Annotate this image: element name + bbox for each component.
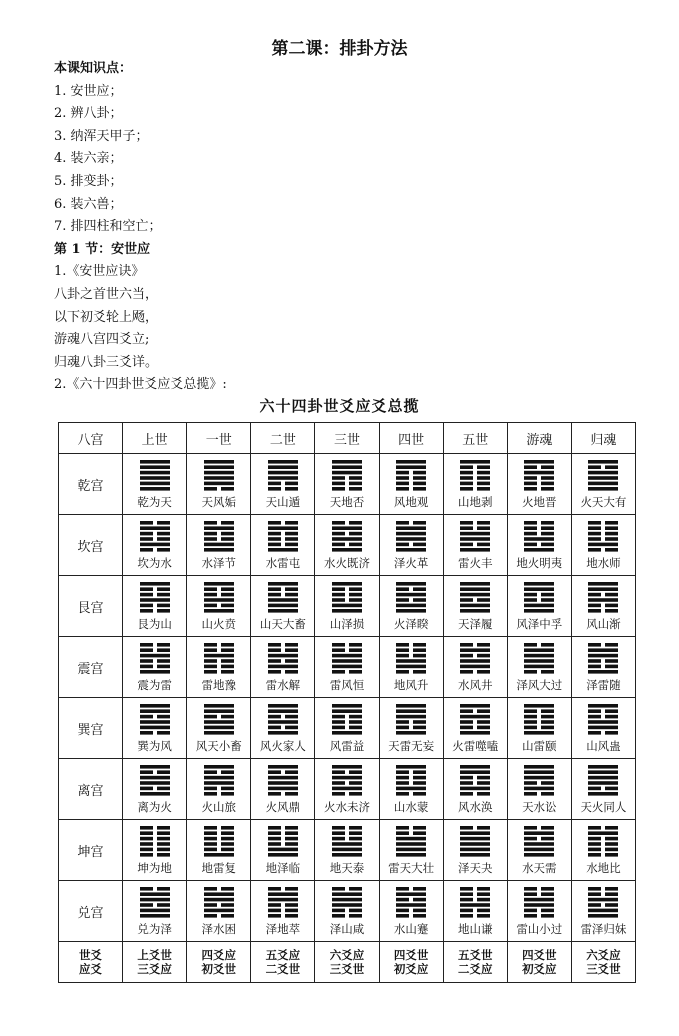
table-row	[59, 759, 636, 820]
table-row	[59, 637, 636, 698]
hexagram-cell	[507, 454, 571, 515]
hexagram-cell	[315, 637, 379, 698]
hexagram-name: 火水未济	[323, 800, 370, 814]
hexagram-icon	[522, 580, 556, 614]
hexagram-cell	[571, 576, 635, 637]
header-cell: 归魂	[571, 423, 635, 454]
jue-line: 归魂八卦三爻详。	[54, 354, 159, 370]
hexagram-icon	[586, 519, 620, 553]
hexagram-cell	[251, 515, 315, 576]
hexagram-name: 离为火	[137, 800, 172, 814]
header-cell: 五世	[443, 423, 507, 454]
hexagram-icon	[138, 519, 172, 553]
hexagram-name: 艮为山	[137, 617, 172, 631]
hexagram-cell	[443, 515, 507, 576]
section-heading: 第 1 节：安世应	[54, 241, 151, 257]
hexagram-icon	[138, 641, 172, 675]
hexagram-icon	[266, 641, 300, 675]
hexagram-name: 巽为风	[137, 739, 172, 753]
hexagram-icon	[522, 885, 556, 919]
shi-ying-line: 三爻世	[329, 962, 365, 976]
hexagram-cell	[379, 698, 443, 759]
table-row	[59, 820, 636, 881]
hexagram-icon	[394, 641, 428, 675]
hexagram-name: 风雷益	[329, 739, 365, 753]
shi-ying-cell	[251, 942, 315, 983]
shi-ying-row	[59, 942, 636, 983]
hexagram-cell	[571, 637, 635, 698]
hexagram-icon	[586, 763, 620, 797]
hexagram-name: 雷泽归妹	[580, 922, 627, 936]
hexagram-name: 山水蒙	[393, 800, 429, 814]
hexagram-cell	[379, 515, 443, 576]
hexagram-cell	[123, 576, 187, 637]
hexagram-name: 泽山咸	[329, 922, 365, 936]
hexagram-name: 天火同人	[580, 800, 627, 814]
shi-ying-label-line: 应爻	[79, 962, 103, 976]
hexagram-icon	[394, 702, 428, 736]
hexagram-name: 雷山小过	[516, 922, 563, 936]
hexagram-icon	[522, 641, 556, 675]
hexagram-cell	[443, 759, 507, 820]
hexagram-cell	[507, 576, 571, 637]
header-cell: 上世	[123, 423, 187, 454]
hexagram-cell	[187, 820, 251, 881]
palace-label: 艮宫	[59, 576, 123, 637]
shi-ying-line: 三爻世	[586, 962, 621, 976]
hexagram-name: 水雷屯	[265, 556, 301, 570]
hexagram-cell	[251, 576, 315, 637]
hexagram-cell	[251, 637, 315, 698]
hexagram-icon	[522, 519, 556, 553]
header-cell: 一世	[187, 423, 251, 454]
hexagram-icon	[330, 641, 364, 675]
knowledge-item: 1. 安世应；	[54, 83, 123, 99]
hexagram-name: 天泽履	[457, 617, 493, 631]
hexagram-name: 山火贲	[201, 617, 237, 631]
hexagram-cell	[571, 515, 635, 576]
hexagram-icon	[330, 458, 364, 492]
jue-line: 八卦之首世六当，	[54, 286, 159, 302]
hexagram-cell	[315, 759, 379, 820]
jue-line: 游魂八宫四爻立;	[54, 332, 150, 348]
jue-title: 1.《安世应诀》	[54, 264, 145, 280]
hexagram-icon	[202, 519, 236, 553]
palace-label: 坎宫	[59, 515, 123, 576]
hexagram-name: 天雷无妄	[388, 739, 435, 753]
hexagram-icon	[586, 580, 620, 614]
hexagram-icon	[266, 702, 300, 736]
hexagram-name: 风地观	[393, 495, 429, 509]
hexagram-name: 乾为天	[137, 495, 172, 509]
hexagram-name: 水天需	[522, 861, 557, 875]
shi-ying-line: 上爻世	[137, 948, 172, 962]
shi-ying-cell	[315, 942, 379, 983]
shi-ying-line: 初爻世	[201, 962, 237, 976]
hexagram-icon	[458, 458, 492, 492]
hexagram-cell	[251, 820, 315, 881]
hexagram-cell	[123, 820, 187, 881]
table-row	[59, 698, 636, 759]
hexagram-name: 地风升	[393, 678, 429, 692]
palace-label: 坤宫	[59, 820, 123, 881]
hexagram-name: 泽火革	[393, 556, 429, 570]
hexagram-name: 雷地豫	[201, 678, 237, 692]
hexagram-name: 泽风大过	[516, 678, 563, 692]
table-header-row	[59, 423, 636, 454]
header-cell: 二世	[251, 423, 315, 454]
knowledge-item: 6. 装六兽；	[54, 196, 123, 212]
page-title: 第二课：排卦方法	[271, 39, 408, 59]
hexagram-icon	[266, 824, 300, 858]
hexagram-name: 雷风恒	[329, 678, 365, 692]
hexagram-name: 山地剥	[457, 495, 493, 509]
hexagram-icon	[266, 885, 300, 919]
hexagram-cell	[123, 515, 187, 576]
knowledge-heading: 本课知识点：	[54, 61, 133, 76]
hexagram-name: 水风井	[457, 678, 493, 692]
hexagram-name: 火地晋	[522, 495, 557, 509]
hexagram-name: 风火家人	[259, 739, 306, 753]
shi-ying-cell	[123, 942, 187, 983]
hexagram-cell	[187, 515, 251, 576]
hexagram-cell	[315, 881, 379, 942]
hexagram-name: 天地否	[329, 495, 365, 509]
hexagram-cell	[571, 881, 635, 942]
hexagram-cell	[379, 820, 443, 881]
shi-ying-line: 二爻世	[265, 962, 301, 976]
hexagram-cell	[187, 881, 251, 942]
hexagram-icon	[138, 580, 172, 614]
hexagram-icon	[330, 824, 364, 858]
hexagram-name: 风天小畜	[195, 739, 242, 753]
table-row	[59, 454, 636, 515]
hexagram-cell	[571, 759, 635, 820]
hexagram-name: 泽雷随	[586, 678, 621, 692]
hexagram-icon	[202, 641, 236, 675]
hexagram-name: 火天大有	[580, 495, 627, 509]
hexagram-cell	[443, 637, 507, 698]
shi-ying-label-line: 世爻	[79, 948, 103, 962]
hexagram-name: 山雷颐	[522, 739, 557, 753]
hexagram-cell	[123, 698, 187, 759]
shi-ying-cell	[379, 942, 443, 983]
hexagram-icon	[330, 519, 364, 553]
header-cell: 游魂	[507, 423, 571, 454]
shi-ying-line: 二爻应	[457, 962, 493, 976]
hexagram-cell	[123, 759, 187, 820]
hexagram-cell	[379, 759, 443, 820]
hexagram-cell	[251, 759, 315, 820]
hexagram-name: 雷火丰	[457, 556, 493, 570]
hexagram-icon	[522, 824, 556, 858]
hexagram-cell	[315, 820, 379, 881]
hexagram-cell	[507, 820, 571, 881]
table-row	[59, 881, 636, 942]
palace-label: 巽宫	[59, 698, 123, 759]
hexagram-icon	[586, 702, 620, 736]
hexagram-icon	[138, 458, 172, 492]
hexagram-cell	[187, 637, 251, 698]
hexagram-name: 坤为地	[137, 861, 172, 875]
hexagram-name: 泽地萃	[265, 922, 301, 936]
hexagram-cell	[443, 820, 507, 881]
lesson-text	[54, 58, 227, 397]
hexagram-cell	[187, 576, 251, 637]
hexagram-icon	[522, 458, 556, 492]
hexagram-cell	[187, 759, 251, 820]
hexagram-name: 水地比	[586, 861, 621, 875]
palace-label: 震宫	[59, 637, 123, 698]
hexagram-icon	[394, 580, 428, 614]
hexagram-icon	[586, 641, 620, 675]
hexagram-cell	[507, 759, 571, 820]
hexagram-icon	[202, 824, 236, 858]
shi-ying-line: 五爻世	[457, 948, 493, 962]
hexagram-icon	[458, 519, 492, 553]
hexagram-name: 风水涣	[457, 800, 493, 814]
hexagram-name: 山天大畜	[259, 617, 306, 631]
table-reference: 2.《六十四卦世爻应爻总揽》:	[54, 377, 227, 393]
hexagram-name: 地泽临	[265, 861, 301, 875]
knowledge-item: 4. 装六亲；	[54, 151, 123, 167]
hexagram-name: 泽天夬	[457, 861, 493, 875]
hexagram-icon	[458, 763, 492, 797]
hexagram-name: 坎为水	[137, 556, 172, 570]
hexagram-name: 山泽损	[329, 617, 365, 631]
hexagram-icon	[138, 824, 172, 858]
hexagram-icon	[330, 702, 364, 736]
hexagram-icon	[202, 702, 236, 736]
hexagram-name: 震为雷	[137, 678, 172, 692]
hexagram-name: 山风蛊	[586, 739, 621, 753]
hexagram-cell	[251, 881, 315, 942]
shi-ying-line: 六爻应	[329, 948, 365, 962]
hexagram-icon	[458, 885, 492, 919]
hexagram-cell	[571, 820, 635, 881]
shi-ying-cell	[187, 942, 251, 983]
table-row	[59, 576, 636, 637]
hexagram-cell	[187, 698, 251, 759]
palace-label: 离宫	[59, 759, 123, 820]
shi-ying-line: 三爻应	[137, 962, 172, 976]
shi-ying-line: 四爻世	[393, 948, 429, 962]
hexagram-cell	[571, 454, 635, 515]
hexagram-name: 火泽睽	[393, 617, 429, 631]
hexagram-icon	[394, 824, 428, 858]
shi-ying-cell	[571, 942, 635, 983]
shi-ying-line: 初爻应	[393, 962, 429, 976]
palace-label: 乾宫	[59, 454, 123, 515]
hexagram-name: 天山遁	[265, 495, 301, 509]
hexagram-name: 风泽中孚	[516, 617, 563, 631]
hexagram-icon	[266, 763, 300, 797]
hexagram-icon	[394, 519, 428, 553]
hexagram-cell	[123, 881, 187, 942]
shi-ying-line: 六爻应	[586, 948, 621, 962]
hexagram-icon	[394, 763, 428, 797]
hexagram-icon	[266, 580, 300, 614]
hexagram-icon	[202, 580, 236, 614]
hexagram-cell	[123, 637, 187, 698]
hexagram-name: 火山旅	[201, 800, 237, 814]
header-cell: 三世	[315, 423, 379, 454]
hexagram-icon	[138, 702, 172, 736]
hexagram-cell	[507, 698, 571, 759]
hexagram-icon	[266, 458, 300, 492]
jue-line: 以下初爻轮上飏，	[54, 309, 159, 325]
hexagram-name: 火雷噬嗑	[452, 739, 499, 753]
hexagram-cell	[443, 454, 507, 515]
hexagram-cell	[507, 881, 571, 942]
hexagram-cell	[251, 698, 315, 759]
hexagram-name: 地雷复	[201, 861, 237, 875]
hexagram-icon	[330, 763, 364, 797]
table-title: 六十四卦世爻应爻总揽	[259, 397, 420, 415]
hexagram-icon	[138, 763, 172, 797]
knowledge-item: 7. 排四柱和空亡；	[54, 219, 162, 235]
knowledge-item: 3. 纳浑天甲子；	[54, 128, 149, 144]
knowledge-item: 5. 排变卦；	[54, 173, 123, 189]
shi-ying-cell	[443, 942, 507, 983]
hexagram-name: 水泽节	[201, 556, 237, 570]
hexagram-name: 火风鼎	[265, 800, 301, 814]
hexagram-cell	[379, 454, 443, 515]
hexagram-cell	[571, 698, 635, 759]
hexagram-cell	[443, 881, 507, 942]
hexagram-cell	[123, 454, 187, 515]
hexagram-cell	[251, 454, 315, 515]
hexagram-cell	[379, 576, 443, 637]
hexagram-cell	[315, 576, 379, 637]
knowledge-item: 2. 辨八卦；	[54, 106, 123, 122]
hexagram-cell	[315, 698, 379, 759]
hexagram-icon	[202, 763, 236, 797]
hexagram-icon	[138, 885, 172, 919]
hexagram-name: 地火明夷	[516, 556, 563, 570]
hexagram-cell	[315, 515, 379, 576]
hexagram-icon	[394, 458, 428, 492]
hexagram-name: 水火既济	[323, 556, 370, 570]
hexagram-icon	[266, 519, 300, 553]
table-row	[59, 515, 636, 576]
hexagram-name: 兑为泽	[137, 922, 172, 936]
hexagram-cell	[379, 881, 443, 942]
hexagram-name: 地水师	[586, 556, 621, 570]
hexagram-name: 地山谦	[457, 922, 493, 936]
hexagram-icon	[458, 702, 492, 736]
hexagram-cell	[507, 637, 571, 698]
hexagram-icon	[202, 458, 236, 492]
hexagram-icon	[394, 885, 428, 919]
hexagram-icon	[458, 824, 492, 858]
hexagram-cell	[443, 698, 507, 759]
hexagram-icon	[586, 458, 620, 492]
hexagram-name: 雷水解	[265, 678, 301, 692]
hexagram-name: 天风姤	[201, 495, 237, 509]
shi-ying-cell	[507, 942, 571, 983]
shi-ying-label	[59, 942, 123, 983]
hexagram-table	[58, 422, 636, 983]
hexagram-icon	[458, 580, 492, 614]
shi-ying-line: 四爻世	[522, 948, 557, 962]
hexagram-name: 地天泰	[329, 861, 365, 875]
hexagram-icon	[522, 702, 556, 736]
hexagram-cell	[187, 454, 251, 515]
hexagram-icon	[330, 885, 364, 919]
hexagram-name: 风山渐	[586, 617, 621, 631]
hexagram-cell	[443, 576, 507, 637]
header-cell: 八宫	[59, 423, 123, 454]
shi-ying-line: 初爻应	[522, 962, 557, 976]
shi-ying-line: 五爻应	[265, 948, 301, 962]
shi-ying-line: 四爻应	[201, 948, 237, 962]
hexagram-name: 水山蹇	[393, 922, 429, 936]
hexagram-icon	[586, 824, 620, 858]
hexagram-icon	[202, 885, 236, 919]
header-cell: 四世	[379, 423, 443, 454]
hexagram-name: 泽水困	[201, 922, 237, 936]
hexagram-icon	[330, 580, 364, 614]
palace-label: 兑宫	[59, 881, 123, 942]
hexagram-name: 天水讼	[522, 800, 557, 814]
hexagram-cell	[315, 454, 379, 515]
hexagram-icon	[458, 641, 492, 675]
hexagram-cell	[507, 515, 571, 576]
hexagram-cell	[379, 637, 443, 698]
hexagram-name: 雷天大壮	[388, 861, 435, 875]
hexagram-icon	[522, 763, 556, 797]
hexagram-icon	[586, 885, 620, 919]
